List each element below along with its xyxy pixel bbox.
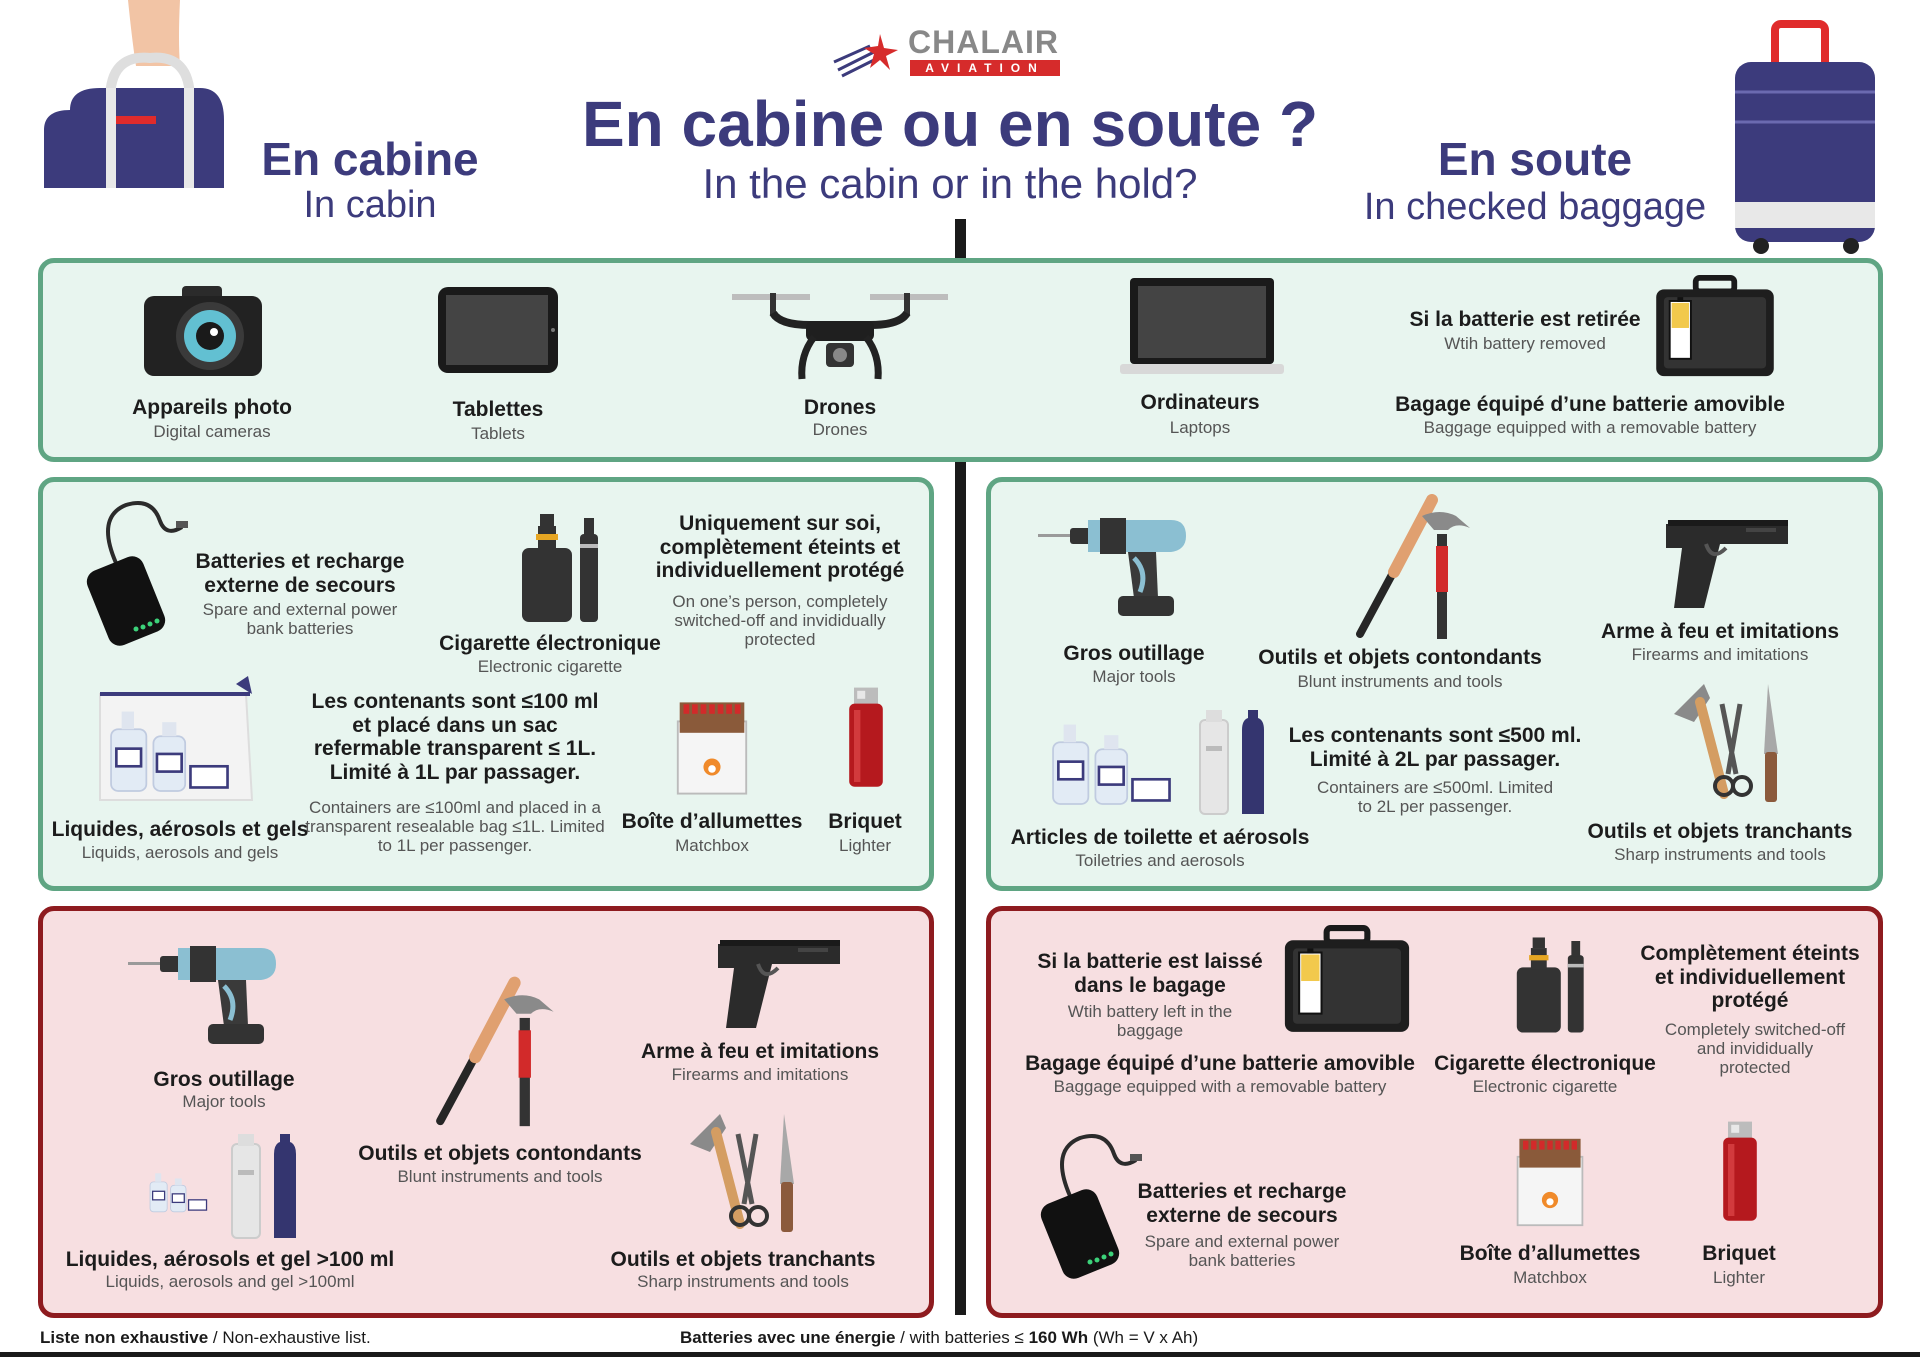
cabin-liquids-en: Liquids, aerosols and gels: [81, 843, 279, 862]
hold-forbidden-off-fr: Complètement éteints et individuellement protégé: [1640, 942, 1860, 1013]
cabin-ecig-en: Electronic cigarette: [477, 657, 623, 676]
cabin-forbidden-tools-en: Major tools: [182, 1092, 266, 1111]
cabin-onperson-fr: Uniquement sur soi, complètement éteints et individuellement protégé: [655, 512, 905, 583]
firearm-icon: [706, 934, 850, 1034]
powerbank-icon: [86, 497, 196, 647]
hold-forbidden-battery-fr: Bagage équipé d’une batterie amovible: [1025, 1052, 1415, 1075]
toiletries-bottles-icon: [1046, 706, 1196, 812]
brand-name: CHALAIR: [908, 24, 1059, 60]
matchbox-icon: [1514, 1136, 1586, 1228]
hold-tools-en: Major tools: [1092, 667, 1176, 686]
cabin-forbidden-firearm-fr: Arme à feu et imitations: [640, 1040, 880, 1063]
lighter-icon: [1720, 1112, 1760, 1232]
hold-forbidden-lighter-fr: Briquet: [1702, 1242, 1776, 1265]
battery-suitcase-icon: [1280, 924, 1414, 1036]
drone-label-fr: Drones: [803, 396, 877, 419]
cabin-subheading: In cabin: [303, 184, 437, 226]
footer-battery-wh: 160 Wh: [1028, 1328, 1089, 1347]
cabin-ecig-fr: Cigarette électronique: [439, 632, 661, 655]
camera-icon: [142, 282, 264, 378]
cabin-forbidden-sharp-fr: Outils et objets tranchants: [610, 1248, 876, 1271]
axe-knife-scissors-icon: [680, 1104, 810, 1244]
checked-suitcase-icon: [1725, 18, 1885, 258]
hold-toiletries-fr: Articles de toilette et aérosols: [1010, 826, 1310, 849]
hold-tools-fr: Gros outillage: [1063, 642, 1205, 665]
page-subtitle: In the cabin or in the hold?: [702, 160, 1198, 207]
battery-removed-condition-en: Wtih battery removed: [1444, 334, 1606, 353]
hold-forbidden-powerbank-fr: Batteries et recharge externe de secours: [1137, 1180, 1347, 1227]
footer-note-fr: Liste non exhaustive: [40, 1328, 209, 1347]
ecig-icon: [512, 508, 612, 628]
hammer-bat-icon: [1352, 494, 1482, 644]
laptop-icon: [1120, 276, 1284, 376]
camera-label-fr: Appareils photo: [132, 396, 292, 419]
cabin-forbidden-blunt-fr: Outils et objets contondants: [358, 1142, 642, 1165]
cabin-bag-icon: [40, 0, 230, 192]
brand-logo: [830, 24, 1100, 80]
bottles-icon: [104, 696, 254, 796]
hold-forbidden-lighter-en: Lighter: [1713, 1268, 1765, 1287]
footer-battery-note: [680, 1328, 1198, 1348]
cabin-forbidden-firearm-en: Firearms and imitations: [671, 1065, 849, 1084]
footer-battery-formula: (Wh = V x Ah): [1088, 1328, 1199, 1347]
hold-containers-en: Containers are ≤500ml. Limited to 2L per passenger.: [1316, 778, 1554, 817]
battery-removed-condition-fr: Si la batterie est retirée: [1409, 308, 1641, 331]
camera-label-en: Digital cameras: [153, 422, 271, 441]
hold-sharp-fr: Outils et objets tranchants: [1587, 820, 1853, 843]
cabin-heading: En cabine: [261, 133, 479, 185]
hold-heading: En soute: [1437, 133, 1633, 185]
footer-battery-fr: Batteries avec une énergie: [680, 1328, 896, 1347]
lighter-icon: [846, 678, 886, 798]
brand-sub: AVIATION: [910, 60, 1060, 76]
hold-forbidden-ecig-fr: Cigarette électronique: [1434, 1052, 1656, 1075]
hold-forbidden-matches-fr: Boîte d’allumettes: [1459, 1242, 1641, 1265]
cabin-containers-fr: Les contenants sont ≤100 ml et placé dans un sac refermable transparent ≤ 1L. Limité à 1L par passager.: [311, 690, 599, 785]
hold-toiletries-en: Toiletries and aerosols: [1075, 851, 1245, 870]
hold-blunt-en: Blunt instruments and tools: [1297, 672, 1503, 691]
hold-sharp-en: Sharp instruments and tools: [1614, 845, 1826, 864]
cabin-forbidden-sharp-en: Sharp instruments and tools: [637, 1272, 849, 1291]
hammer-bat-icon: [432, 972, 566, 1136]
cabin-powerbank-en: Spare and external power bank batteries: [202, 600, 398, 639]
footer-note-en: / Non-exhaustive list.: [208, 1328, 371, 1347]
toiletries-spray-icon: [1196, 706, 1276, 816]
battery-baggage-label-fr: Bagage équipé d’une batterie amovible: [1395, 393, 1785, 416]
hold-forbidden-battery-condition-en: Wtih battery left in the baggage: [1067, 1002, 1233, 1041]
cabin-forbidden-liquids-en: Liquids, aerosols and gel >100ml: [105, 1272, 355, 1291]
drone-icon: [730, 285, 950, 385]
cabin-lighter-fr: Briquet: [828, 810, 902, 833]
tablet-icon: [436, 285, 560, 375]
laptop-label-en: Laptops: [1169, 418, 1231, 437]
hold-containers-fr: Les contenants sont ≤500 ml. Limité à 2L par passager.: [1288, 724, 1582, 771]
hold-firearm-fr: Arme à feu et imitations: [1600, 620, 1840, 643]
hold-forbidden-matches-en: Matchbox: [1513, 1268, 1587, 1287]
battery-suitcase-icon: [1652, 274, 1778, 380]
spray-icon: [228, 1130, 308, 1240]
hold-forbidden-powerbank-en: Spare and external power bank batteries: [1144, 1232, 1340, 1271]
firearm-icon: [1656, 514, 1796, 614]
star-logo-icon: [830, 24, 910, 80]
laptop-label-fr: Ordinateurs: [1140, 391, 1260, 414]
hold-blunt-fr: Outils et objets contondants: [1258, 646, 1542, 669]
matchbox-icon: [674, 700, 750, 796]
cabin-matches-fr: Boîte d’allumettes: [621, 810, 803, 833]
drill-icon: [126, 940, 286, 1050]
footer-note: [40, 1328, 371, 1348]
cabin-forbidden-blunt-en: Blunt instruments and tools: [397, 1167, 603, 1186]
cabin-matches-en: Matchbox: [675, 836, 749, 855]
footer-battery-en: / with batteries ≤: [895, 1328, 1029, 1347]
hold-firearm-en: Firearms and imitations: [1631, 645, 1809, 664]
ecig-icon: [1508, 930, 1596, 1040]
cabin-powerbank-fr: Batteries et recharge externe de secours: [195, 550, 405, 597]
cabin-forbidden-tools-fr: Gros outillage: [153, 1068, 295, 1091]
bottles-icon: [128, 1150, 238, 1230]
page-title: En cabine ou en soute ?: [581, 88, 1319, 160]
battery-baggage-label-en: Baggage equipped with a removable battery: [1423, 418, 1757, 437]
hold-forbidden-battery-condition-fr: Si la batterie est laissé dans le bagage: [1037, 950, 1263, 997]
hold-forbidden-off-en: Completely switched-off and invididually protected: [1664, 1020, 1846, 1078]
cabin-lighter-en: Lighter: [839, 836, 891, 855]
hold-forbidden-ecig-en: Electronic cigarette: [1472, 1077, 1618, 1096]
drill-icon: [1036, 512, 1196, 622]
cabin-containers-en: Containers are ≤100ml and placed in a transparent resealable bag ≤1L. Limited to 1L per passenger.: [305, 798, 605, 856]
cabin-onperson-en: On one’s person, completely switched-off and invididually protected: [672, 592, 888, 650]
footer-rule: [0, 1352, 1920, 1357]
drone-label-en: Drones: [812, 420, 868, 439]
cabin-liquids-fr: Liquides, aérosols et gels: [51, 818, 309, 841]
cabin-forbidden-liquids-fr: Liquides, aérosols et gel >100 ml: [65, 1248, 395, 1271]
tablet-label-en: Tablets: [471, 424, 525, 443]
hold-subheading: In checked baggage: [1363, 186, 1707, 228]
hold-forbidden-battery-en: Baggage equipped with a removable battery: [1053, 1077, 1387, 1096]
tablet-label-fr: Tablettes: [452, 398, 544, 421]
axe-knife-scissors-icon: [1664, 674, 1794, 814]
